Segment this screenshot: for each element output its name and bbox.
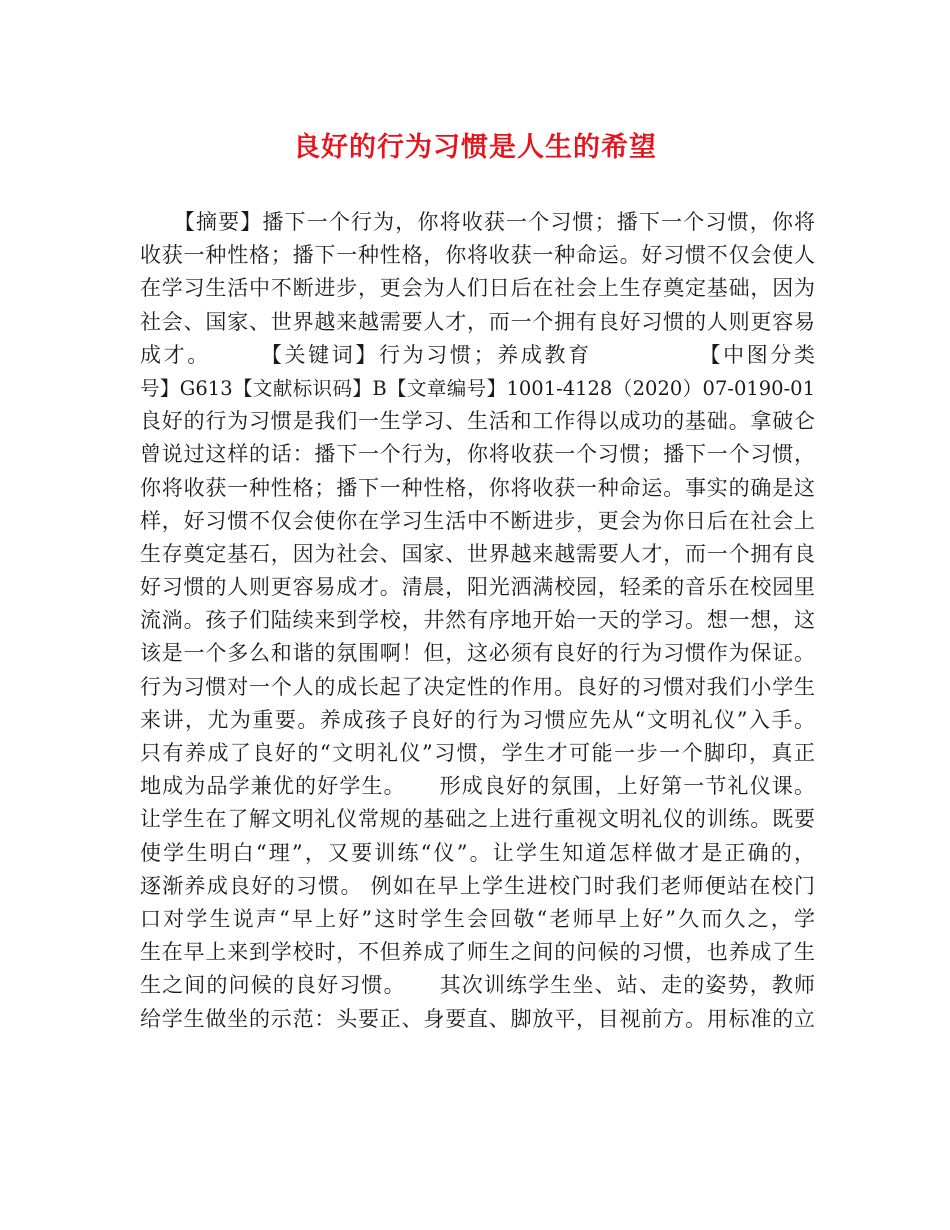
- body-line: 【摘要】播下一个行为，你将收获一个习惯；播下一个习惯，你将: [140, 210, 815, 234]
- body-line: 使学生明白“理”，又要训练“仪”。让学生知道怎样做才是正确的，: [140, 840, 815, 865]
- body-line: 生存奠定基石，因为社会、国家、世界越来越需要人才，而一个拥有良: [140, 541, 815, 566]
- body-line: 收获一种性格；播下一种性格，你将收获一种命运。好习惯不仅会使人: [140, 243, 815, 268]
- body-line: 只有养成了良好的“文明礼仪”习惯，学生才可能一步一个脚印，真正: [140, 741, 815, 765]
- body-line: 生在早上来到学校时，不但养成了师生之间的问候的习惯，也养成了生: [140, 940, 815, 965]
- body-line: 生之间的问候的良好习惯。 其次训练学生坐、站、走的姿势，教师: [140, 973, 815, 998]
- body-line: 逐渐养成良好的习惯。 例如在早上学生进校门时我们老师便站在校门: [140, 873, 815, 898]
- body-line: 号】G613【文献标识码】B【文章编号】1001-4128（2020）07-0190-01: [140, 376, 815, 400]
- body-line: 来讲，尤为重要。养成孩子良好的行为习惯应先从“文明礼仪”入手。: [140, 707, 815, 732]
- body-line: 良好的行为习惯是我们一生学习、生活和工作得以成功的基础。拿破仑: [140, 409, 815, 434]
- body-line: 给学生做坐的示范：头要正、身要直、脚放平，目视前方。用标准的立: [140, 1006, 815, 1031]
- document-body: [140, 206, 815, 1036]
- body-line: 流淌。孩子们陆续来到学校，井然有序地开始一天的学习。想一想，这: [140, 608, 815, 633]
- body-line: 让学生在了解文明礼仪常规的基础之上进行重视文明礼仪的训练。既要: [140, 807, 815, 832]
- body-line: 行为习惯对一个人的成长起了决定性的作用。良好的习惯对我们小学生: [140, 674, 815, 699]
- body-line: 在学习生活中不断进步，更会为人们日后在社会上生存奠定基础，因为: [140, 276, 815, 301]
- body-line: 曾说过这样的话：播下一个行为，你将收获一个习惯；播下一个习惯，: [140, 442, 815, 467]
- body-line: 好习惯的人则更容易成才。清晨，阳光洒满校园，轻柔的音乐在校园里: [140, 575, 815, 600]
- body-line: 样，好习惯不仅会使你在学习生活中不断进步，更会为你日后在社会上: [140, 508, 815, 533]
- body-line: 地成为品学兼优的好学生。 形成良好的氛围，上好第一节礼仪课。: [140, 774, 815, 799]
- body-line: 口对学生说声“早上好”这时学生会回敬“老师早上好”久而久之，学: [140, 906, 815, 931]
- document-title: 良好的行为习惯是人生的希望: [293, 132, 657, 163]
- body-line: 社会、国家、世界越来越需要人才，而一个拥有良好习惯的人则更容易: [140, 309, 815, 334]
- body-line: 你将收获一种性格；播下一种性格，你将收获一种命运。事实的确是这: [140, 475, 815, 500]
- body-line: 成才。 【关键词】行为习惯；养成教育 【中图分类: [140, 342, 815, 367]
- body-line: 该是一个多么和谐的氛围啊！但，这必须有良好的行为习惯作为保证。: [140, 641, 815, 666]
